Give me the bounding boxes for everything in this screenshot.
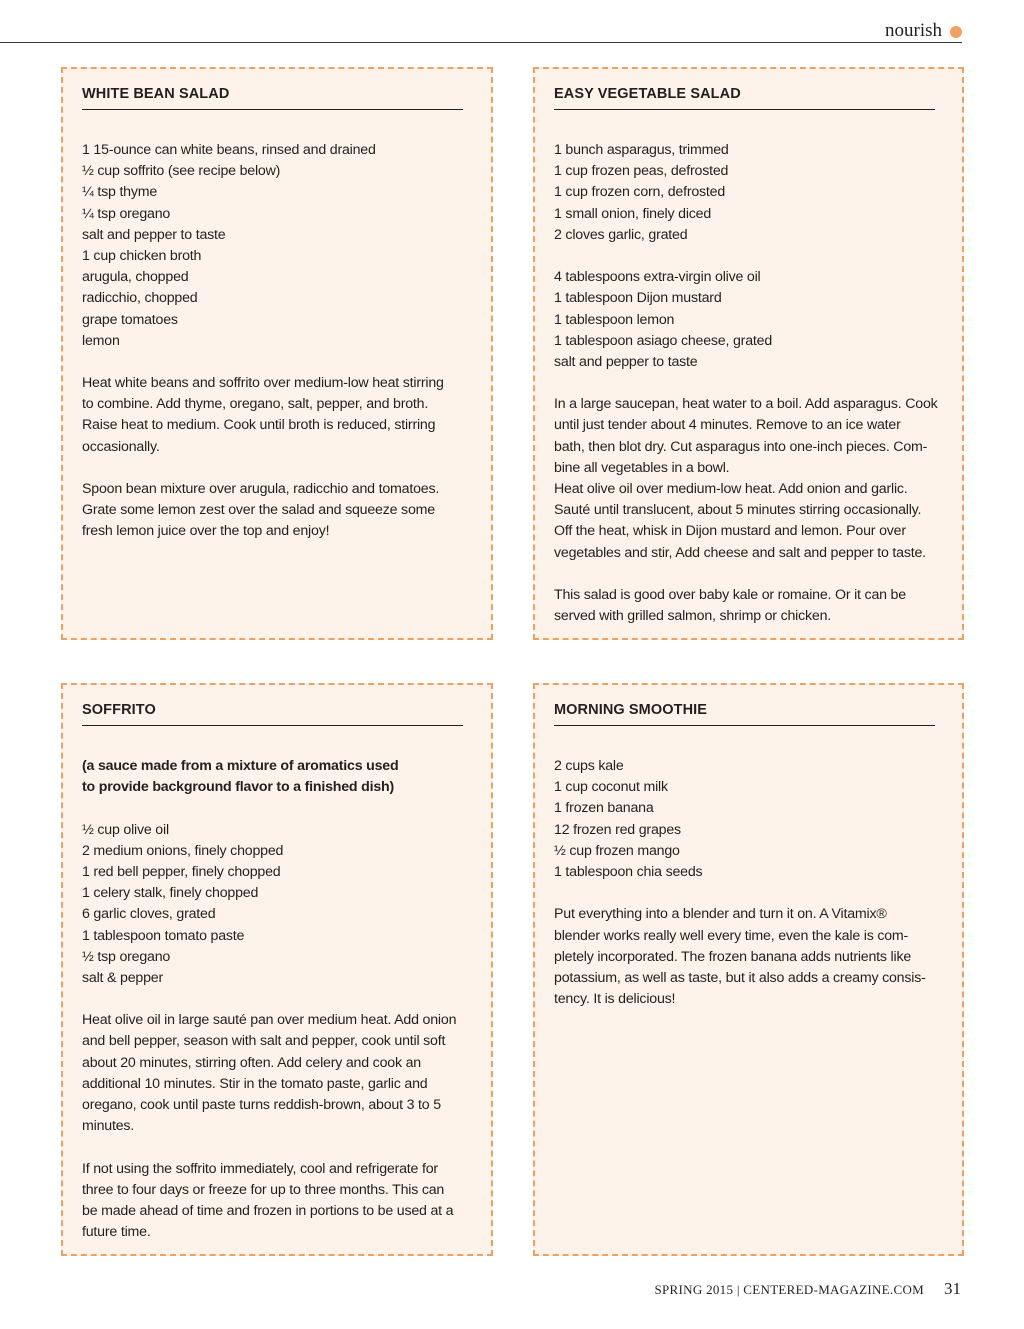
recipe-title: SOFFRITO bbox=[82, 702, 463, 726]
recipe-line: lemon bbox=[82, 332, 120, 349]
blank-line bbox=[554, 373, 944, 394]
recipe-line: served with grilled salmon, shrimp or chicken. bbox=[554, 608, 832, 625]
recipe-line: Heat white beans and soffrito over medium-low heat stirring bbox=[82, 375, 444, 392]
footer-issue: SPRING 2015 | CENTERED-MAGAZINE.COM bbox=[654, 1282, 924, 1297]
recipe-line: salt & pepper bbox=[82, 969, 164, 986]
recipe-card-soffrito bbox=[61, 683, 493, 1256]
recipe-line: ½ tsp oregano bbox=[82, 948, 171, 965]
blank-line bbox=[554, 564, 944, 585]
recipe-line: ½ cup frozen mango bbox=[554, 842, 680, 859]
recipe-line: fresh lemon juice over the top and enjoy! bbox=[82, 523, 330, 540]
recipe-title: WHITE BEAN SALAD bbox=[82, 86, 463, 110]
recipe-body bbox=[82, 140, 473, 543]
recipe-line: Put everything into a blender and turn it on. A Vitamix® bbox=[554, 906, 887, 923]
recipe-line: and bell pepper, season with salt and pepper, cook until soft bbox=[82, 1033, 446, 1050]
recipe-line: future time. bbox=[82, 1224, 151, 1241]
recipe-line: 1 tablespoon asiago cheese, grated bbox=[554, 332, 773, 349]
recipe-line: 4 tablespoons extra-virgin olive oil bbox=[554, 269, 761, 286]
recipe-line: Heat olive oil in large sauté pan over medium heat. Add onion bbox=[82, 1012, 457, 1029]
recipe-line: salt and pepper to taste bbox=[554, 353, 698, 370]
recipe-line: arugula, chopped bbox=[82, 269, 189, 286]
recipe-line: Sauté until translucent, about 5 minutes stirring occasionally. bbox=[554, 502, 922, 519]
recipe-line: ¼ tsp oregano bbox=[82, 205, 171, 222]
recipe-line: 1 tablespoon tomato paste bbox=[82, 927, 245, 944]
recipe-line: tency. It is delicious! bbox=[554, 991, 676, 1008]
recipe-line: to combine. Add thyme, oregano, salt, pepper, and broth. bbox=[82, 396, 429, 413]
recipe-body bbox=[554, 756, 944, 1010]
blank-line bbox=[82, 989, 473, 1010]
recipe-line: vegetables and stir, Add cheese and salt and pepper to taste. bbox=[554, 544, 926, 561]
recipe-line: ½ cup soffrito (see recipe below) bbox=[82, 163, 281, 180]
recipe-line: 1 frozen banana bbox=[554, 800, 654, 817]
recipe-line: oregano, cook until paste turns reddish-brown, about 3 to 5 bbox=[82, 1097, 441, 1113]
recipe-line: 1 bunch asparagus, trimmed bbox=[554, 142, 729, 158]
section-dot-icon bbox=[950, 26, 962, 38]
recipe-line: 1 red bell pepper, finely chopped bbox=[82, 863, 281, 880]
recipe-line: This salad is good over baby kale or romaine. Or it can be bbox=[554, 586, 906, 603]
recipe-line: additional 10 minutes. Stir in the tomato paste, garlic and bbox=[82, 1075, 428, 1092]
recipe-line: In a large saucepan, heat water to a boil. Add asparagus. Cook bbox=[554, 396, 938, 413]
recipe-line: Heat olive oil over medium-low heat. Add onion and garlic. bbox=[554, 481, 908, 497]
recipe-card-white-bean-salad bbox=[61, 67, 493, 640]
recipe-line: 1 cup frozen peas, defrosted bbox=[554, 163, 729, 180]
recipe-line: 2 medium onions, finely chopped bbox=[82, 842, 284, 859]
recipe-line: 1 small onion, finely diced bbox=[554, 205, 712, 222]
recipe-line: ½ cup olive oil bbox=[82, 821, 169, 838]
recipe-line: three to four days or freeze for up to three months. This can bbox=[82, 1181, 445, 1198]
recipe-card-easy-vegetable-salad bbox=[533, 67, 964, 640]
recipe-line: potassium, as well as taste, but it also adds a creamy consis- bbox=[554, 969, 926, 986]
recipe-line: minutes. bbox=[82, 1118, 135, 1135]
recipe-line: Raise heat to medium. Cook until broth is reduced, stirring bbox=[82, 417, 436, 434]
recipe-line: 1 tablespoon chia seeds bbox=[554, 863, 703, 880]
header-rule bbox=[0, 42, 962, 43]
recipe-subtitle-line: (a sauce made from a mixture of aromatics used bbox=[82, 758, 399, 774]
recipe-line: bine all vegetables in a bowl. bbox=[554, 459, 730, 476]
recipe-line: occasionally. bbox=[82, 438, 160, 455]
recipe-body bbox=[82, 756, 473, 1243]
recipe-line: Off the heat, whisk in Dijon mustard and lemon. Pour over bbox=[554, 523, 906, 540]
blank-line bbox=[82, 798, 473, 819]
recipe-line: pletely incorporated. The frozen banana adds nutrients like bbox=[554, 948, 912, 965]
recipe-line: blender works really well every time, even the kale is com- bbox=[554, 927, 909, 944]
recipe-line: ¼ tsp thyme bbox=[82, 184, 158, 201]
recipe-line: 1 tablespoon lemon bbox=[554, 311, 675, 328]
recipe-line: be made ahead of time and frozen in portions to be used at a bbox=[82, 1202, 454, 1219]
recipe-line: 1 tablespoon Dijon mustard bbox=[554, 290, 722, 307]
recipe-line: 1 15-ounce can white beans, rinsed and drained bbox=[82, 142, 376, 158]
blank-line bbox=[82, 458, 473, 479]
recipe-line: 2 cups kale bbox=[554, 758, 624, 774]
recipe-line: radicchio, chopped bbox=[82, 290, 198, 307]
recipe-line: 1 cup chicken broth bbox=[82, 247, 202, 264]
recipe-line: until just tender about 4 minutes. Remove to an ice water bbox=[554, 417, 901, 434]
recipe-title: MORNING SMOOTHIE bbox=[554, 702, 935, 726]
recipe-body bbox=[554, 140, 944, 627]
recipe-title: EASY VEGETABLE SALAD bbox=[554, 86, 935, 110]
recipe-subtitle-line: to provide background flavor to a finished dish) bbox=[82, 779, 395, 796]
recipe-line: bath, then blot dry. Cut asparagus into one-inch pieces. Com- bbox=[554, 438, 928, 455]
recipe-line: 1 cup coconut milk bbox=[554, 779, 668, 796]
recipe-line: about 20 minutes, stirring often. Add celery and cook an bbox=[82, 1054, 421, 1071]
recipe-line: Spoon bean mixture over arugula, radicchio and tomatoes. bbox=[82, 481, 440, 497]
recipe-line: Grate some lemon zest over the salad and squeeze some bbox=[82, 502, 435, 519]
recipe-line: 12 frozen red grapes bbox=[554, 821, 681, 838]
recipe-line: 1 celery stalk, finely chopped bbox=[82, 885, 259, 902]
section-label: nourish bbox=[885, 20, 942, 41]
recipe-line: If not using the soffrito immediately, cool and refrigerate for bbox=[82, 1160, 438, 1177]
page-number: 31 bbox=[944, 1279, 961, 1298]
recipe-line: salt and pepper to taste bbox=[82, 226, 226, 243]
blank-line bbox=[554, 246, 944, 267]
recipe-line: grape tomatoes bbox=[82, 311, 178, 328]
recipe-line: 1 cup frozen corn, defrosted bbox=[554, 184, 726, 201]
recipe-card-morning-smoothie bbox=[533, 683, 964, 1256]
blank-line bbox=[82, 352, 473, 373]
recipe-line: 2 cloves garlic, grated bbox=[554, 226, 688, 243]
blank-line bbox=[82, 1137, 473, 1158]
recipe-line: 6 garlic cloves, grated bbox=[82, 906, 216, 923]
blank-line bbox=[554, 883, 944, 904]
